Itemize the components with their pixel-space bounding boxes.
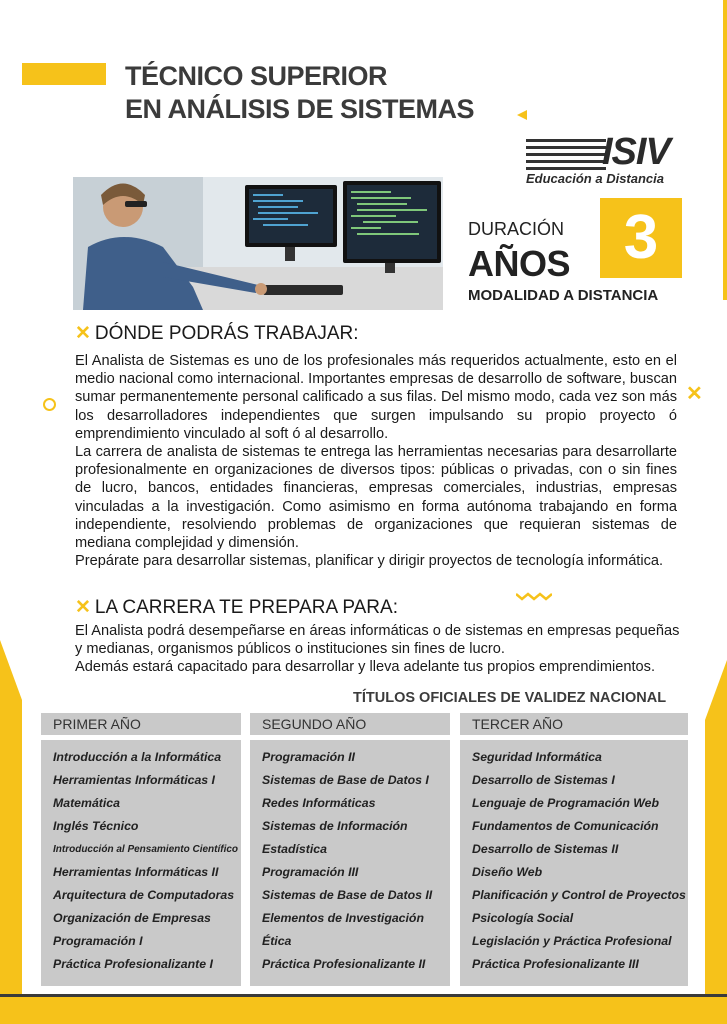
section-heading-career-text: LA CARRERA TE PREPARA PARA: [94, 597, 398, 618]
study-mode: MODALIDAD A DISTANCIA [468, 287, 659, 304]
subject-item: Lenguaje de Programación Web [472, 796, 659, 810]
subject-item: Ética [262, 934, 292, 948]
logo-name: ISIV [602, 131, 670, 173]
section-heading-work-text: DÓNDE PODRÁS TRABAJAR: [94, 323, 359, 344]
subject-item: Fundamentos de Comunicación [472, 819, 659, 833]
title-line-2: EN ANÁLISIS DE SISTEMAS [125, 94, 475, 124]
subject-item: Desarrollo de Sistemas I [472, 773, 615, 787]
subject-item: Redes Informáticas [262, 796, 376, 810]
logo [526, 131, 686, 190]
title-line-1: TÉCNICO SUPERIOR [125, 61, 388, 91]
year-2-subjects [250, 740, 450, 986]
subject-item: Psicología Social [472, 911, 574, 925]
hero-photo [73, 177, 443, 310]
subject-item: Desarrollo de Sistemas II [472, 842, 619, 856]
year-3-subjects [460, 740, 688, 986]
subject-item: Práctica Profesionalizante I [53, 957, 213, 971]
duration-value: 3 [600, 198, 682, 278]
year-2-header: SEGUNDO AÑO [250, 713, 450, 735]
x-icon: ✕ [686, 383, 703, 405]
triangle-icon [517, 110, 527, 120]
page-title [125, 60, 545, 126]
section-body-work [75, 352, 677, 570]
year-1-header: PRIMER AÑO [41, 713, 241, 735]
subject-item: Organización de Empresas [53, 911, 211, 925]
logo-stripes [526, 139, 606, 174]
paragraph: Además estará capacitado para desarrollar y lleva adelante tus propios emprendimientos. [75, 659, 656, 676]
subject-item: Planificación y Control de Proyectos [472, 888, 686, 902]
subject-item: Sistemas de Base de Datos II [262, 888, 433, 902]
subject-item: Programación II [262, 750, 355, 764]
paragraph: La carrera de analista de sistemas te entrega las herramientas necesarias para desarrollarte profesionalmente en organizaciones de diversos tipos: públicas o privadas, con o sin fines de lucro, bancos, entidades financieras, empresas comerciales, industrias, empresas vinculadas a la investigación. Como asimismo en forma autónoma trabajando en forma independiente, resolviendo problemas de organizaciones que requieran sistemas de mediana complejidad y dimensión. [75, 444, 677, 552]
developer-photo-illustration [73, 177, 443, 310]
paragraph: El Analista de Sistemas es uno de los profesionales más requeridos actualmente, esto en el medio nacional como internacional. Importantes empresas de desarrollo de software, buscan sumar permanentemente personal calificado a sus filas. Del mismo modo, cada vez son más los desarrolladores independientes que surgen impulsando su propio proyecto ó emprendimiento vinculado al soft ó al desarrollo. [75, 353, 677, 442]
subject-item: Práctica Profesionalizante II [262, 957, 426, 971]
subject-item: Herramientas Informáticas I [53, 773, 215, 787]
subject-item: Programación I [53, 934, 143, 948]
subject-item: Legislación y Práctica Profesional [472, 934, 672, 948]
section-heading-career [75, 596, 398, 619]
circle-icon [43, 398, 56, 411]
paragraph: El Analista podrá desempeñarse en áreas informáticas o de sistemas en empresas pequeñas y medianas, organismos públicos o instituciones sin fines de lucro. [75, 623, 680, 658]
subject-item: Herramientas Informáticas II [53, 865, 219, 879]
subject-item: Sistemas de Base de Datos I [262, 773, 429, 787]
accent-bar-bottom [0, 997, 727, 1024]
subject-item: Arquitectura de Computadoras [53, 888, 235, 902]
accent-wedge-right [705, 660, 727, 720]
accent-column-left [0, 700, 22, 1000]
year-1-subjects [41, 740, 241, 986]
x-icon: ✕ [75, 323, 91, 344]
duration-unit: AÑOS [468, 243, 571, 284]
subject-item: Práctica Profesionalizante III [472, 957, 639, 971]
subject-item: Introducción a la Informática [53, 750, 222, 764]
subject-item: Seguridad Informática [472, 750, 602, 764]
subject-item: Inglés Técnico [53, 819, 139, 833]
accent-column-right [705, 720, 727, 1020]
accent-wedge-left [0, 640, 22, 700]
section-body-career [75, 622, 685, 677]
year-3-header: TERCER AÑO [460, 713, 688, 735]
subject-item: Estadística [262, 842, 327, 856]
subject-item: Elementos de Investigación [262, 911, 424, 925]
subject-item: Sistemas de Información [262, 819, 408, 833]
paragraph: Prepárate para desarrollar sistemas, planificar y dirigir proyectos de tecnología informática. [75, 553, 664, 570]
subject-item: Programación III [262, 865, 359, 879]
logo-subtitle: Educación a Distancia [526, 171, 664, 186]
x-icon: ✕ [75, 597, 91, 618]
section-heading-work [75, 322, 359, 345]
accent-bar [22, 63, 106, 85]
subject-item: Matemática [53, 796, 120, 810]
subject-item: Introducción al Pensamiento Científico [53, 844, 239, 855]
subject-item: Diseño Web [472, 865, 543, 879]
titles-heading: TÍTULOS OFICIALES DE VALIDEZ NACIONAL [353, 690, 667, 706]
duration-label: DURACIÓN [468, 219, 565, 239]
zigzag-icon [516, 591, 552, 601]
accent-line-right [723, 0, 727, 300]
